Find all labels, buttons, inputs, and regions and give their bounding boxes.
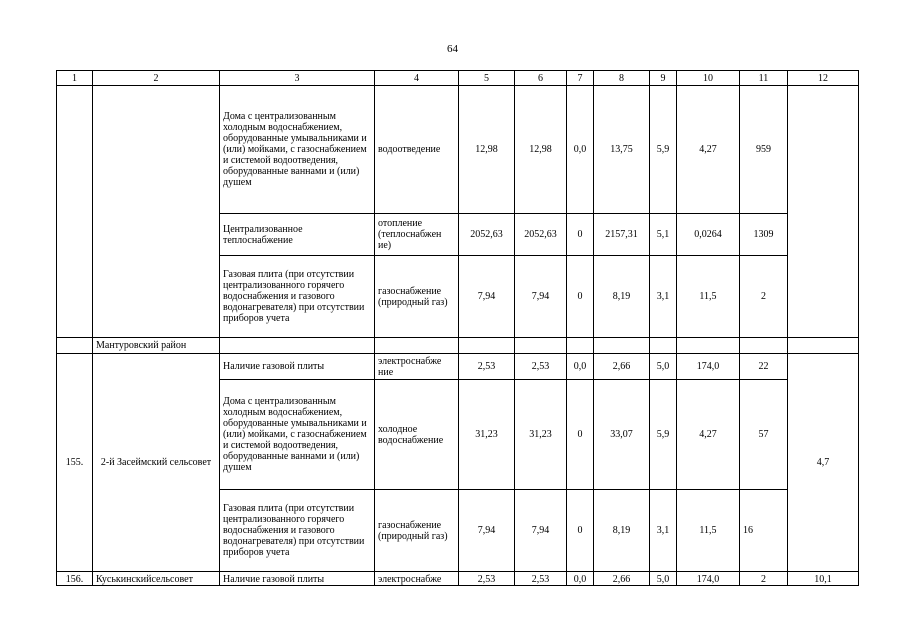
value-cell: 3,1: [650, 490, 677, 572]
tariff-table: [56, 70, 859, 586]
utility-cell: газоснабжение (природный газ): [375, 256, 459, 338]
empty-cell: [220, 338, 375, 354]
value-cell: 4,27: [677, 86, 740, 214]
header-cell: 9: [650, 71, 677, 86]
value-cell: 3,1: [650, 256, 677, 338]
value-cell: 5,1: [650, 214, 677, 256]
value-cell: 5,0: [650, 572, 677, 586]
utility-cell: холодное водоснабжение: [375, 380, 459, 490]
header-row: [57, 71, 859, 86]
header-cell: 11: [740, 71, 788, 86]
utility-cell: отопление (теплоснабжен ие): [375, 214, 459, 256]
consumer-category-cell: Дома с централизованным холодным водоснабжением, оборудованные умывальниками и (или) мойками, с газоснабжением и системой водоотведения, оборудованные ваннами и (или) душем: [220, 380, 375, 490]
value-cell: 31,23: [515, 380, 567, 490]
header-cell: 3: [220, 71, 375, 86]
empty-cell: [459, 338, 515, 354]
value-cell: 16: [740, 490, 788, 572]
header-cell: 2: [93, 71, 220, 86]
value-cell: 12,98: [515, 86, 567, 214]
value-cell: 5,0: [650, 354, 677, 380]
value-cell: 0: [567, 380, 594, 490]
value-cell: 8,19: [594, 490, 650, 572]
number-cell: [57, 86, 93, 338]
value-cell: 57: [740, 380, 788, 490]
empty-cell: [650, 338, 677, 354]
value-cell: 174,0: [677, 572, 740, 586]
value-cell: 2157,31: [594, 214, 650, 256]
value-cell: 33,07: [594, 380, 650, 490]
value-cell: 174,0: [677, 354, 740, 380]
value-cell: 0,0: [567, 86, 594, 214]
value-cell: 12,98: [459, 86, 515, 214]
index-cell: [788, 86, 859, 338]
consumer-category-cell: Газовая плита (при отсутствии централизованного горячего водоснабжения и газового водонагревателя) при отсутствии приборов учета: [220, 490, 375, 572]
value-cell: 11,5: [677, 490, 740, 572]
value-cell: 7,94: [459, 490, 515, 572]
value-cell: 2,53: [515, 572, 567, 586]
header-cell: 4: [375, 71, 459, 86]
header-cell: 5: [459, 71, 515, 86]
empty-cell: [788, 338, 859, 354]
utility-cell: водоотведение: [375, 86, 459, 214]
value-cell: 7,94: [459, 256, 515, 338]
value-cell: 7,94: [515, 490, 567, 572]
table-row: [57, 354, 859, 380]
value-cell: 0,0: [567, 572, 594, 586]
value-cell: 13,75: [594, 86, 650, 214]
header-cell: 8: [594, 71, 650, 86]
entry-number: 155.: [57, 354, 93, 572]
district-name: Мантуровский район: [93, 338, 220, 354]
empty-cell: [677, 338, 740, 354]
value-cell: 2,66: [594, 354, 650, 380]
header-cell: 12: [788, 71, 859, 86]
municipality-name: 2-й Засеймский сельсовет: [93, 354, 220, 572]
empty-cell: [740, 338, 788, 354]
value-cell: 0,0264: [677, 214, 740, 256]
consumer-category-cell: Централизованное теплоснабжение: [220, 214, 375, 256]
empty-cell: [594, 338, 650, 354]
consumer-category-cell: Газовая плита (при отсутствии централизованного горячего водоснабжения и газового водонагревателя) при отсутствии приборов учета: [220, 256, 375, 338]
page-number: 64: [447, 43, 458, 55]
number-cell: [57, 338, 93, 354]
header-cell: 6: [515, 71, 567, 86]
consumer-category-cell: Дома с централизованным холодным водоснабжением, оборудованные умывальниками и (или) мойками, с газоснабжением и системой водоотведения, оборудованные ваннами и (или) душем: [220, 86, 375, 214]
empty-cell: [375, 338, 459, 354]
consumer-category-cell: Наличие газовой плиты: [220, 354, 375, 380]
value-cell: 2,53: [515, 354, 567, 380]
empty-cell: [515, 338, 567, 354]
header-cell: 1: [57, 71, 93, 86]
value-cell: 11,5: [677, 256, 740, 338]
value-cell: 0: [567, 214, 594, 256]
value-cell: 8,19: [594, 256, 650, 338]
utility-cell: электроснабже: [375, 572, 459, 586]
header-cell: 10: [677, 71, 740, 86]
empty-cell: [567, 338, 594, 354]
value-cell: 2,66: [594, 572, 650, 586]
value-cell: 0: [567, 256, 594, 338]
utility-cell: газоснабжение (природный газ): [375, 490, 459, 572]
value-cell: 2: [740, 256, 788, 338]
header-cell: 7: [567, 71, 594, 86]
value-cell: 2052,63: [515, 214, 567, 256]
value-cell: 31,23: [459, 380, 515, 490]
value-cell: 2,53: [459, 572, 515, 586]
utility-cell: электроснабже ние: [375, 354, 459, 380]
value-cell: 4,27: [677, 380, 740, 490]
value-cell: 2,53: [459, 354, 515, 380]
value-cell: 2: [740, 572, 788, 586]
value-cell: 0,0: [567, 354, 594, 380]
value-cell: 7,94: [515, 256, 567, 338]
value-cell: 2052,63: [459, 214, 515, 256]
entry-number: 156.: [57, 572, 93, 586]
value-cell: 22: [740, 354, 788, 380]
municipality-cell: [93, 86, 220, 338]
consumer-category-cell: Наличие газовой плиты: [220, 572, 375, 586]
municipality-name: Куськинскийсельсовет: [93, 572, 220, 586]
value-cell: 1309: [740, 214, 788, 256]
value-cell: 5,9: [650, 86, 677, 214]
district-row: [57, 338, 859, 354]
table-row: [57, 572, 859, 586]
index-value: 4,7: [788, 354, 859, 572]
table-row: [57, 86, 859, 214]
value-cell: 959: [740, 86, 788, 214]
index-value: 10,1: [788, 572, 859, 586]
value-cell: 5,9: [650, 380, 677, 490]
value-cell: 0: [567, 490, 594, 572]
